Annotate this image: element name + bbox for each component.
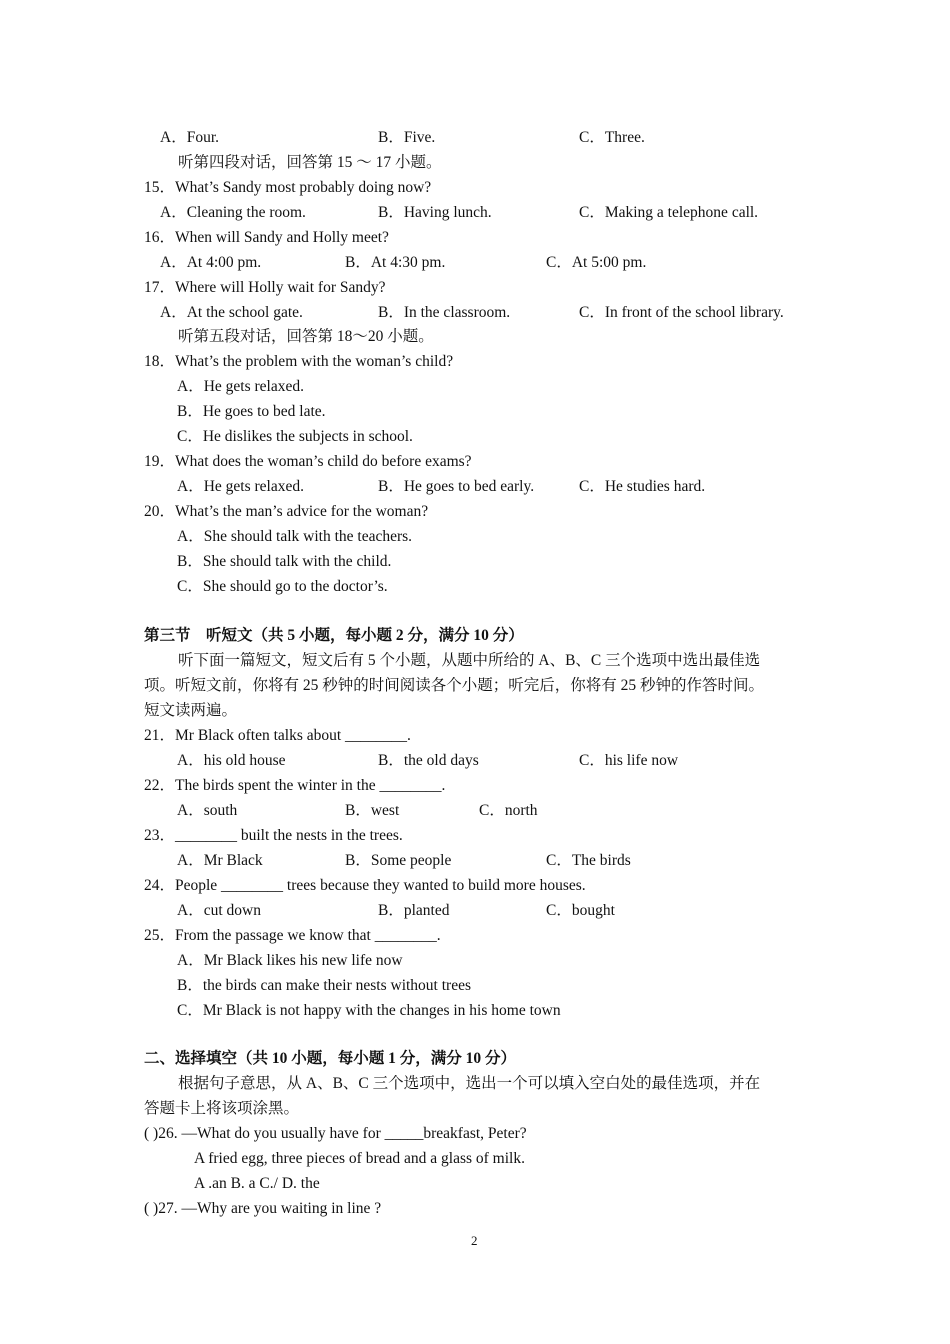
q25-option-a: A．Mr Black likes his new life now [177, 952, 403, 969]
q23-option-c: C．The birds [546, 852, 631, 869]
q24-option-b: B．planted [378, 902, 450, 919]
q21-option-a: A．his old house [177, 752, 286, 769]
q16-option-b: B．At 4:30 pm. [345, 254, 446, 271]
q15-option-b: B．Having lunch. [378, 204, 492, 221]
q22-option-c: C．north [479, 802, 538, 819]
question-27: ( )27. —Why are you waiting in line ? [144, 1200, 382, 1217]
q17-option-c: C．In front of the school library. [579, 304, 784, 321]
q24-option-c: C．bought [546, 902, 615, 919]
q25-option-b: B．the birds can make their nests without trees [177, 977, 472, 994]
q15-option-c: C．Making a telephone call. [579, 204, 759, 221]
q21-option-c: C．his life now [579, 752, 679, 769]
q18-option-a: A．He gets relaxed. [177, 378, 304, 395]
section-3-instruction-line-1: 听下面一篇短文，短文后有 5 个小题，从题中所给的 A、B、C 三个选项中选出最佳选 [178, 652, 761, 669]
question-18: 18．What’s the problem with the woman’s child? [144, 353, 454, 370]
question-17: 17．Where will Holly wait for Sandy? [144, 279, 386, 296]
question-19: 19．What does the woman’s child do before exams? [144, 453, 472, 470]
q14-option-b: B．Five. [378, 129, 436, 146]
q23-option-b: B．Some people [345, 852, 452, 869]
question-22: 22．The birds spent the winter in the ________. [144, 777, 446, 794]
q22-option-a: A．south [177, 802, 238, 819]
question-15: 15．What’s Sandy most probably doing now? [144, 179, 432, 196]
page-number: 2 [471, 1233, 478, 1248]
question-26: ( )26. —What do you usually have for _____breakfast, Peter? [144, 1125, 527, 1142]
part-2-instruction-line-1: 根据句子意思，从 A、B、C 三个选项中，选出一个可以填入空白处的最佳选项，并在 [178, 1075, 761, 1092]
q18-option-b: B．He goes to bed late. [177, 403, 326, 420]
q17-option-a: A．At the school gate. [160, 304, 303, 321]
q24-option-a: A．cut down [177, 902, 261, 919]
q26-dialogue-reply: A fried egg, three pieces of bread and a glass of milk. [194, 1150, 525, 1167]
dialogue-4-instruction: 听第四段对话，回答第 15 ～ 17 小题。 [178, 154, 442, 171]
q17-option-b: B．In the classroom. [378, 304, 511, 321]
question-24: 24．People ________ trees because they wanted to build more houses. [144, 877, 586, 894]
question-21: 21．Mr Black often talks about ________. [144, 727, 411, 744]
q26-options: A .an B. a C./ D. the [194, 1175, 320, 1192]
q14-option-a: A．Four. [160, 129, 219, 146]
q19-option-c: C．He studies hard. [579, 478, 706, 495]
question-25: 25．From the passage we know that ________. [144, 927, 441, 944]
q25-option-c: C．Mr Black is not happy with the changes in his home town [177, 1002, 561, 1019]
section-3-heading: 第三节 听短文（共 5 小题，每小题 2 分，满分 10 分） [144, 627, 524, 644]
q16-option-c: C．At 5:00 pm. [546, 254, 647, 271]
q16-option-a: A．At 4:00 pm. [160, 254, 262, 271]
section-3-instruction-line-2: 项。听短文前，你将有 25 秒钟的时间阅读各个小题；听完后，你将有 25 秒钟的作答时间。 [144, 677, 765, 694]
q21-option-b: B．the old days [378, 752, 479, 769]
question-20: 20．What’s the man’s advice for the woman? [144, 503, 429, 520]
q18-option-c: C．He dislikes the subjects in school. [177, 428, 413, 445]
q22-option-b: B．west [345, 802, 400, 819]
q19-option-a: A．He gets relaxed. [177, 478, 304, 495]
q14-option-c: C．Three. [579, 129, 645, 146]
q20-option-c: C．She should go to the doctor’s. [177, 578, 388, 595]
question-16: 16．When will Sandy and Holly meet? [144, 229, 389, 246]
section-3-instruction-line-3: 短文读两遍。 [144, 702, 238, 719]
part-2-instruction-line-2: 答题卡上将该项涂黑。 [144, 1100, 300, 1117]
q20-option-a: A．She should talk with the teachers. [177, 528, 413, 545]
part-2-heading: 二、选择填空（共 10 小题，每小题 1 分，满分 10 分） [144, 1050, 517, 1067]
q19-option-b: B．He goes to bed early. [378, 478, 535, 495]
q15-option-a: A．Cleaning the room. [160, 204, 306, 221]
q20-option-b: B．She should talk with the child. [177, 553, 392, 570]
q23-option-a: A．Mr Black [177, 852, 263, 869]
question-23: 23．________ built the nests in the trees. [144, 827, 403, 844]
dialogue-5-instruction: 听第五段对话，回答第 18～20 小题。 [178, 328, 434, 345]
